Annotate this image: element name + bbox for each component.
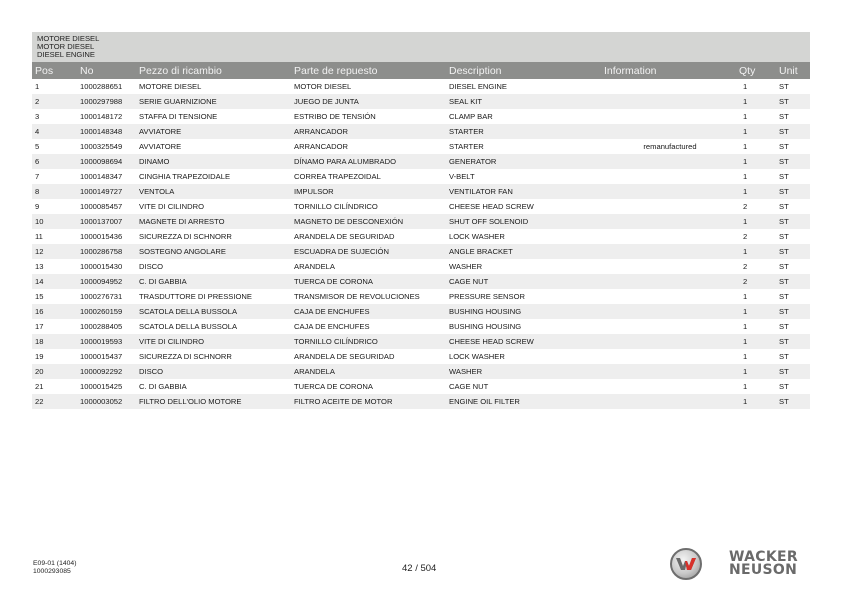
cell-en: ANGLE BRACKET (446, 244, 601, 259)
cell-pos: 14 (32, 274, 77, 289)
footer-doc-info (33, 560, 76, 576)
cell-pos: 3 (32, 109, 77, 124)
cell-en: STARTER (446, 139, 601, 154)
cell-unit: ST (776, 94, 810, 109)
cell-info (601, 319, 736, 334)
table-row (32, 274, 810, 289)
cell-it: SICUREZZA DI SCHNORR (136, 349, 291, 364)
cell-es: TUERCA DE CORONA (291, 274, 446, 289)
cell-unit: ST (776, 124, 810, 139)
cell-no: 1000137007 (77, 214, 136, 229)
cell-pos: 20 (32, 364, 77, 379)
cell-no: 1000148172 (77, 109, 136, 124)
cell-unit: ST (776, 289, 810, 304)
table-row (32, 154, 810, 169)
col-header-pezzo: Pezzo di ricambio (136, 62, 291, 79)
cell-es: TORNILLO CILÍNDRICO (291, 334, 446, 349)
cell-es: DÍNAMO PARA ALUMBRADO (291, 154, 446, 169)
cell-no: 1000098694 (77, 154, 136, 169)
cell-info (601, 364, 736, 379)
cell-info (601, 169, 736, 184)
cell-en: PRESSURE SENSOR (446, 289, 601, 304)
table-row (32, 214, 810, 229)
cell-pos: 18 (32, 334, 77, 349)
cell-qty: 1 (736, 289, 776, 304)
cell-pos: 22 (32, 394, 77, 409)
section-title-spanish: MOTOR DIESEL (37, 42, 95, 51)
cell-unit: ST (776, 319, 810, 334)
table-row (32, 169, 810, 184)
cell-pos: 6 (32, 154, 77, 169)
cell-info (601, 79, 736, 94)
cell-es: ARRANCADOR (291, 124, 446, 139)
cell-en: BUSHING HOUSING (446, 304, 601, 319)
cell-info (601, 184, 736, 199)
table-row (32, 289, 810, 304)
cell-unit: ST (776, 334, 810, 349)
cell-unit: ST (776, 154, 810, 169)
cell-es: TRANSMISOR DE REVOLUCIONES (291, 289, 446, 304)
cell-no: 1000015437 (77, 349, 136, 364)
cell-en: STARTER (446, 124, 601, 139)
cell-en: CLAMP BAR (446, 109, 601, 124)
table-row (32, 94, 810, 109)
cell-info (601, 349, 736, 364)
section-title-band (32, 32, 810, 62)
cell-unit: ST (776, 169, 810, 184)
cell-es: FILTRO ACEITE DE MOTOR (291, 394, 446, 409)
cell-no: 1000019593 (77, 334, 136, 349)
cell-qty: 2 (736, 229, 776, 244)
cell-unit: ST (776, 304, 810, 319)
cell-no: 1000286758 (77, 244, 136, 259)
cell-pos: 19 (32, 349, 77, 364)
col-header-description: Description (446, 62, 601, 79)
cell-no: 1000148348 (77, 124, 136, 139)
cell-no: 1000325549 (77, 139, 136, 154)
cell-es: TORNILLO CILÍNDRICO (291, 199, 446, 214)
cell-en: BUSHING HOUSING (446, 319, 601, 334)
cell-it: DINAMO (136, 154, 291, 169)
col-header-no: No (77, 62, 136, 79)
cell-it: VENTOLA (136, 184, 291, 199)
cell-info (601, 214, 736, 229)
cell-qty: 1 (736, 124, 776, 139)
cell-qty: 1 (736, 349, 776, 364)
cell-unit: ST (776, 379, 810, 394)
cell-en: WASHER (446, 259, 601, 274)
cell-qty: 1 (736, 244, 776, 259)
cell-no: 1000276731 (77, 289, 136, 304)
brand-line-1: WACKER (729, 549, 798, 565)
table-row (32, 394, 810, 409)
section-title-italian: MOTORE DIESEL (37, 34, 100, 43)
cell-pos: 8 (32, 184, 77, 199)
cell-unit: ST (776, 244, 810, 259)
cell-info (601, 109, 736, 124)
cell-qty: 1 (736, 304, 776, 319)
cell-info: remanufactured (601, 139, 736, 154)
cell-pos: 9 (32, 199, 77, 214)
cell-qty: 2 (736, 274, 776, 289)
cell-no: 1000260159 (77, 304, 136, 319)
table-header-row (32, 62, 810, 79)
cell-qty: 1 (736, 154, 776, 169)
cell-unit: ST (776, 229, 810, 244)
cell-it: CINGHIA TRAPEZOIDALE (136, 169, 291, 184)
cell-en: LOCK WASHER (446, 349, 601, 364)
cell-en: CHEESE HEAD SCREW (446, 199, 601, 214)
cell-qty: 1 (736, 169, 776, 184)
table-row (32, 79, 810, 94)
col-header-unit: Unit (776, 62, 810, 79)
cell-it: TRASDUTTORE DI PRESSIONE (136, 289, 291, 304)
parts-list-sheet (32, 32, 810, 409)
cell-no: 1000149727 (77, 184, 136, 199)
cell-qty: 1 (736, 214, 776, 229)
cell-unit: ST (776, 184, 810, 199)
cell-no: 1000003052 (77, 394, 136, 409)
table-row (32, 139, 810, 154)
cell-info (601, 154, 736, 169)
cell-it: STAFFA DI TENSIONE (136, 109, 291, 124)
cell-es: TUERCA DE CORONA (291, 379, 446, 394)
cell-unit: ST (776, 109, 810, 124)
cell-no: 1000288405 (77, 319, 136, 334)
cell-unit: ST (776, 349, 810, 364)
wacker-neuson-logo-icon (670, 548, 702, 580)
cell-info (601, 229, 736, 244)
cell-info (601, 244, 736, 259)
cell-en: CAGE NUT (446, 274, 601, 289)
cell-unit: ST (776, 364, 810, 379)
table-row (32, 364, 810, 379)
cell-unit: ST (776, 274, 810, 289)
doc-number: 1000293085 (33, 568, 71, 575)
cell-qty: 1 (736, 94, 776, 109)
cell-unit: ST (776, 394, 810, 409)
cell-qty: 1 (736, 109, 776, 124)
cell-en: GENERATOR (446, 154, 601, 169)
cell-es: MOTOR DIESEL (291, 79, 446, 94)
cell-qty: 1 (736, 394, 776, 409)
cell-it: SCATOLA DELLA BUSSOLA (136, 304, 291, 319)
col-header-qty: Qty (736, 62, 776, 79)
cell-unit: ST (776, 199, 810, 214)
cell-pos: 16 (32, 304, 77, 319)
cell-no: 1000094952 (77, 274, 136, 289)
cell-it: SERIE GUARNIZIONE (136, 94, 291, 109)
cell-en: LOCK WASHER (446, 229, 601, 244)
cell-pos: 4 (32, 124, 77, 139)
table-row (32, 199, 810, 214)
cell-es: ESTRIBO DE TENSIÓN (291, 109, 446, 124)
cell-it: VITE DI CILINDRO (136, 199, 291, 214)
cell-pos: 21 (32, 379, 77, 394)
cell-unit: ST (776, 139, 810, 154)
col-header-information: Information (601, 62, 736, 79)
cell-no: 1000015436 (77, 229, 136, 244)
table-row (32, 304, 810, 319)
cell-no: 1000015425 (77, 379, 136, 394)
table-row (32, 319, 810, 334)
table-row (32, 349, 810, 364)
cell-pos: 10 (32, 214, 77, 229)
cell-it: FILTRO DELL'OLIO MOTORE (136, 394, 291, 409)
cell-it: SOSTEGNO ANGOLARE (136, 244, 291, 259)
table-row (32, 334, 810, 349)
cell-pos: 13 (32, 259, 77, 274)
cell-en: VENTILATOR FAN (446, 184, 601, 199)
cell-it: SCATOLA DELLA BUSSOLA (136, 319, 291, 334)
cell-en: WASHER (446, 364, 601, 379)
cell-it: DISCO (136, 364, 291, 379)
col-header-pos: Pos (32, 62, 77, 79)
cell-es: CAJA DE ENCHUFES (291, 304, 446, 319)
cell-info (601, 274, 736, 289)
cell-pos: 2 (32, 94, 77, 109)
cell-pos: 7 (32, 169, 77, 184)
cell-no: 1000148347 (77, 169, 136, 184)
cell-en: DIESEL ENGINE (446, 79, 601, 94)
cell-it: AVVIATORE (136, 124, 291, 139)
cell-info (601, 394, 736, 409)
cell-pos: 17 (32, 319, 77, 334)
cell-it: SICUREZZA DI SCHNORR (136, 229, 291, 244)
cell-qty: 2 (736, 199, 776, 214)
table-row (32, 124, 810, 139)
cell-info (601, 289, 736, 304)
page-number: 42 / 504 (402, 563, 437, 574)
cell-info (601, 259, 736, 274)
cell-es: ESCUADRA DE SUJECIÓN (291, 244, 446, 259)
cell-info (601, 334, 736, 349)
cell-it: C. DI GABBIA (136, 379, 291, 394)
cell-es: CORREA TRAPEZOIDAL (291, 169, 446, 184)
table-row (32, 229, 810, 244)
cell-en: SEAL KIT (446, 94, 601, 109)
cell-no: 1000288651 (77, 79, 136, 94)
cell-qty: 1 (736, 184, 776, 199)
cell-pos: 5 (32, 139, 77, 154)
cell-es: CAJA DE ENCHUFES (291, 319, 446, 334)
cell-no: 1000092292 (77, 364, 136, 379)
table-row (32, 244, 810, 259)
cell-info (601, 379, 736, 394)
cell-qty: 1 (736, 364, 776, 379)
cell-info (601, 199, 736, 214)
cell-qty: 1 (736, 139, 776, 154)
cell-es: IMPULSOR (291, 184, 446, 199)
cell-it: MAGNETE DI ARRESTO (136, 214, 291, 229)
cell-unit: ST (776, 259, 810, 274)
brand-wordmark (729, 551, 798, 577)
cell-qty: 1 (736, 334, 776, 349)
cell-es: JUEGO DE JUNTA (291, 94, 446, 109)
cell-qty: 1 (736, 79, 776, 94)
cell-qty: 2 (736, 259, 776, 274)
cell-info (601, 124, 736, 139)
table-row (32, 259, 810, 274)
cell-unit: ST (776, 214, 810, 229)
cell-en: ENGINE OIL FILTER (446, 394, 601, 409)
cell-en: V-BELT (446, 169, 601, 184)
cell-no: 1000085457 (77, 199, 136, 214)
cell-es: MAGNETO DE DESCONEXIÓN (291, 214, 446, 229)
cell-es: ARANDELA DE SEGURIDAD (291, 229, 446, 244)
cell-en: CHEESE HEAD SCREW (446, 334, 601, 349)
table-row (32, 379, 810, 394)
parts-table (32, 62, 810, 409)
cell-en: CAGE NUT (446, 379, 601, 394)
cell-info (601, 304, 736, 319)
cell-no: 1000015430 (77, 259, 136, 274)
cell-es: ARANDELA DE SEGURIDAD (291, 349, 446, 364)
table-row (32, 184, 810, 199)
cell-info (601, 94, 736, 109)
cell-it: MOTORE DIESEL (136, 79, 291, 94)
cell-qty: 1 (736, 319, 776, 334)
cell-no: 1000297988 (77, 94, 136, 109)
col-header-parte: Parte de repuesto (291, 62, 446, 79)
cell-it: AVVIATORE (136, 139, 291, 154)
cell-pos: 11 (32, 229, 77, 244)
cell-it: DISCO (136, 259, 291, 274)
cell-pos: 12 (32, 244, 77, 259)
cell-es: ARRANCADOR (291, 139, 446, 154)
section-title-english: DIESEL ENGINE (37, 50, 95, 59)
brand-line-2: NEUSON (729, 562, 798, 578)
cell-en: SHUT OFF SOLENOID (446, 214, 601, 229)
table-row (32, 109, 810, 124)
cell-es: ARANDELA (291, 259, 446, 274)
cell-unit: ST (776, 79, 810, 94)
cell-es: ARANDELA (291, 364, 446, 379)
cell-pos: 15 (32, 289, 77, 304)
cell-pos: 1 (32, 79, 77, 94)
cell-it: C. DI GABBIA (136, 274, 291, 289)
doc-code: E09-01 (1404) (33, 560, 77, 567)
cell-it: VITE DI CILINDRO (136, 334, 291, 349)
cell-qty: 1 (736, 379, 776, 394)
